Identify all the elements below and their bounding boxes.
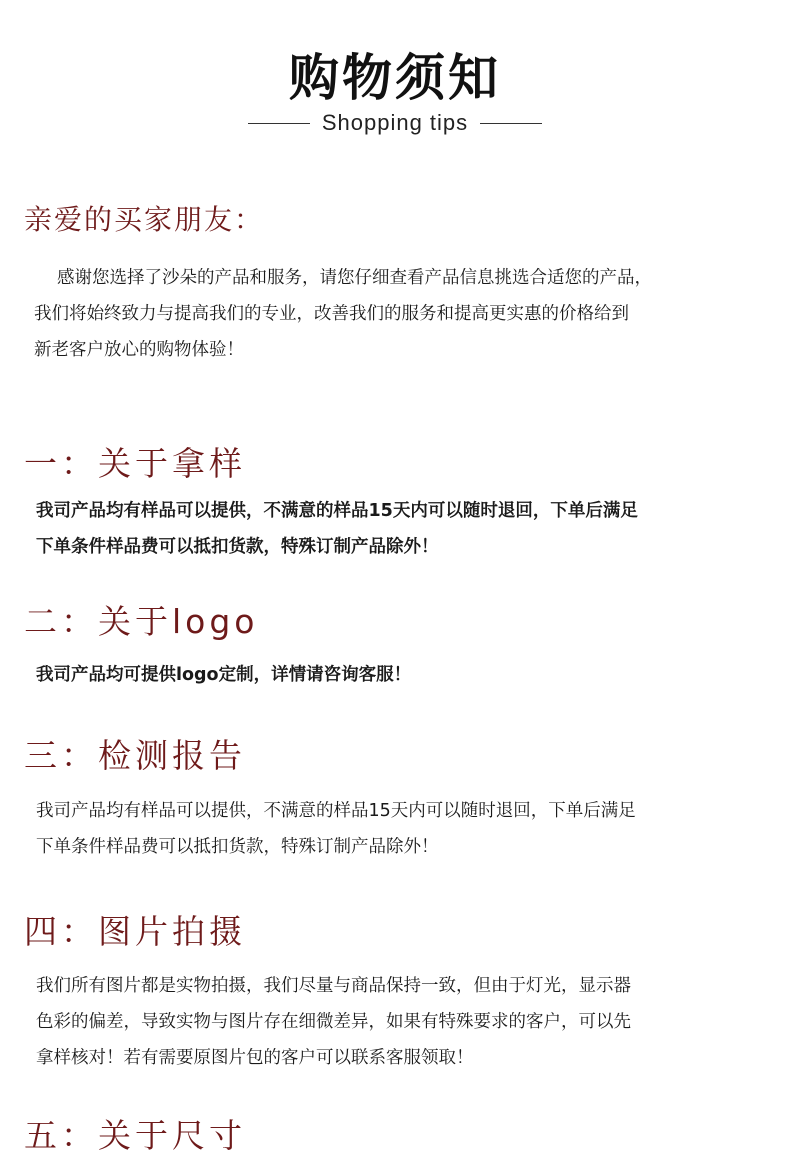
section-line: 色彩的偏差，导致实物与图片存在细微差异，如果有特殊要求的客户，可以先 <box>36 1012 631 1032</box>
intro-line: 感谢您选择了沙朵的产品和服务，请您仔细查看产品信息挑选合适您的产品， <box>57 268 652 288</box>
section-title-photography: 四：图片拍摄 <box>24 912 246 951</box>
section-line: 我司产品均有样品可以提供，不满意的样品15天内可以随时退回，下单后满足 <box>36 501 638 521</box>
section-line: 我司产品均有样品可以提供，不满意的样品15天内可以随时退回，下单后满足 <box>36 801 636 821</box>
intro-line: 新老客户放心的购物体验！ <box>34 340 244 360</box>
subtitle-left-rule <box>248 123 310 124</box>
section-line: 下单条件样品费可以抵扣货款，特殊订制产品除外！ <box>36 537 439 557</box>
section-line: 下单条件样品费可以抵扣货款，特殊订制产品除外！ <box>36 837 439 857</box>
intro-paragraph <box>34 260 769 368</box>
section-title-sample: 一：关于拿样 <box>24 444 246 483</box>
intro-line: 我们将始终致力与提高我们的专业，改善我们的服务和提高更实惠的价格给到 <box>34 304 629 324</box>
section-body-sample <box>36 493 766 565</box>
page-title: 购物须知 <box>289 49 501 107</box>
section-body-logo <box>36 657 766 693</box>
section-title-test-report: 三：检测报告 <box>24 736 246 775</box>
section-body-photography <box>36 968 766 1076</box>
section-line: 我们所有图片都是实物拍摄，我们尽量与商品保持一致，但由于灯光，显示器 <box>36 976 631 996</box>
section-title-logo: 二：关于logo <box>24 602 259 641</box>
section-title-size: 五：关于尺寸 <box>24 1116 246 1155</box>
subtitle-right-rule <box>480 123 542 124</box>
section-line: 拿样核对！若有需要原图片包的客户可以联系客服领取！ <box>36 1048 474 1068</box>
page-subtitle: Shopping tips <box>321 110 469 135</box>
greeting-heading: 亲爱的买家朋友： <box>24 203 265 236</box>
section-line: 我司产品均可提供logo定制，详情请咨询客服！ <box>36 665 412 685</box>
subtitle-row <box>0 110 790 136</box>
section-body-test-report <box>36 793 766 865</box>
